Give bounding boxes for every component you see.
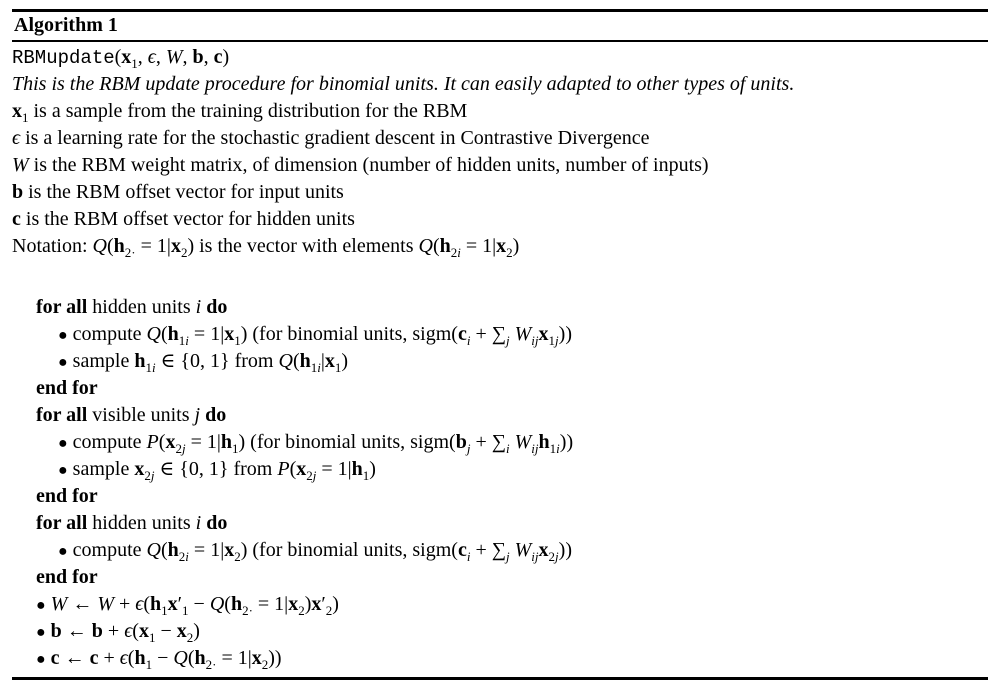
loop3-subject: hidden units xyxy=(87,511,196,534)
update-c: ● c ← $c + \epsilon(h_1 - Q(h_{2\cdot} = 1|x_2))$ xyxy=(36,646,282,672)
kw-from: from xyxy=(228,457,278,480)
algorithm-box xyxy=(12,9,988,672)
param-x1-text: is a sample from the training distribution for the RBM xyxy=(28,99,468,122)
algorithm-title: Algorithm 1 xyxy=(14,14,118,36)
kw-for-all: for all xyxy=(36,403,88,426)
loop1-subject: hidden units xyxy=(87,295,196,318)
kw-end-for: end for xyxy=(36,376,98,399)
kw-compute: compute xyxy=(72,322,147,345)
param-c: c is the RBM offset vector for hidden units xyxy=(12,207,355,230)
loop2-step2: ● sample $x_{2j}$ ∈ {0, 1} from $P(x_{2j} = 1|h_1)$ xyxy=(58,457,376,483)
kw-compute: compute xyxy=(72,538,147,561)
loop3-step1: ● compute $Q(h_{2i} = 1|x_2)$ (for binomial units, $sigm(c_i + \sum_j$ $W_{ij}x_{2j}$)) xyxy=(58,538,572,564)
param-epsilon: ϵ is a learning rate for the stochastic gradient descent in Contrastive Divergence xyxy=(12,126,650,149)
loop2-subject: visible units xyxy=(87,403,195,426)
kw-for-all: for all xyxy=(36,511,88,534)
notation-label: Notation: xyxy=(12,234,93,257)
loop1-end xyxy=(36,376,98,400)
kw-do: do xyxy=(205,403,227,426)
loop1-step2: ● sample $h_{1i}$ ∈ {0, 1} from $Q(h_{1i}|x_1)$ xyxy=(58,349,349,375)
kw-compute: compute xyxy=(72,430,147,453)
title-rule xyxy=(12,40,988,42)
loop3-header: for all hidden units i do xyxy=(36,511,228,534)
kw-do: do xyxy=(206,511,228,534)
algorithm-signature: $RBMupdate(x_1$, ϵ, W, b, c) xyxy=(12,45,230,71)
binomial-note: (for binomial units, sigm( xyxy=(245,430,456,453)
loop2-step1: ● compute $P(x_{2j} = 1|h_1)$ (for binomial units, $sigm(b_j + \sum_i$ $W_{ij}h_{1i}$)) xyxy=(58,430,574,456)
algorithm-description: This is the RBM update procedure for binomial units. It can easily adapted to other types of units. xyxy=(12,72,795,95)
loop3-end xyxy=(36,565,98,589)
param-x1: $x_1$ is a sample from the training distribution for the RBM xyxy=(12,99,468,125)
kw-do: do xyxy=(206,295,228,318)
bottom-rule xyxy=(12,677,988,680)
loop2-end xyxy=(36,484,98,508)
kw-for-all: for all xyxy=(36,295,88,318)
loop1-header: for all hidden units i do xyxy=(36,295,228,318)
notation-line: Notation: $Q(h_{2\cdot} = 1|x_2)$ is the vector with elements $Q(h_{2i} = 1|x_2)$ xyxy=(12,234,520,260)
update-W: ● W ← $W + \epsilon(h_1x'_1 - Q(h_{2\cdot} = 1|x_2)x'_2)$ xyxy=(36,592,339,618)
notation-mid: is the vector with elements xyxy=(194,234,419,257)
param-W: W is the RBM weight matrix, of dimension (number of hidden units, number of inputs) xyxy=(12,153,709,176)
kw-end-for: end for xyxy=(36,565,98,588)
loop2-header: for all visible units j do xyxy=(36,403,227,426)
param-W-text: is the RBM weight matrix, of dimension (number of hidden units, number of inputs) xyxy=(28,153,709,176)
kw-end-for: end for xyxy=(36,484,98,507)
param-c-text: is the RBM offset vector for hidden units xyxy=(20,207,355,230)
kw-sample: sample xyxy=(72,349,135,372)
param-b-text: is the RBM offset vector for input units xyxy=(23,180,344,203)
kw-from: from xyxy=(229,349,279,372)
function-name: RBMupdate xyxy=(12,46,115,69)
binomial-note: (for binomial units, sigm( xyxy=(247,322,458,345)
kw-sample: sample xyxy=(72,457,135,480)
binomial-note: (for binomial units, sigm( xyxy=(247,538,458,561)
loop1-step1: ● compute $Q(h_{1i} = 1|x_1)$ (for binomial units, $sigm(c_i + \sum_j$ $W_{ij}x_{1j}$)) xyxy=(58,322,572,348)
param-b: b is the RBM offset vector for input units xyxy=(12,180,344,203)
param-epsilon-text: is a learning rate for the stochastic gradient descent in Contrastive Divergence xyxy=(20,126,650,149)
update-b: ● b ← $b + \epsilon(x_1 - x_2)$ xyxy=(36,619,200,645)
